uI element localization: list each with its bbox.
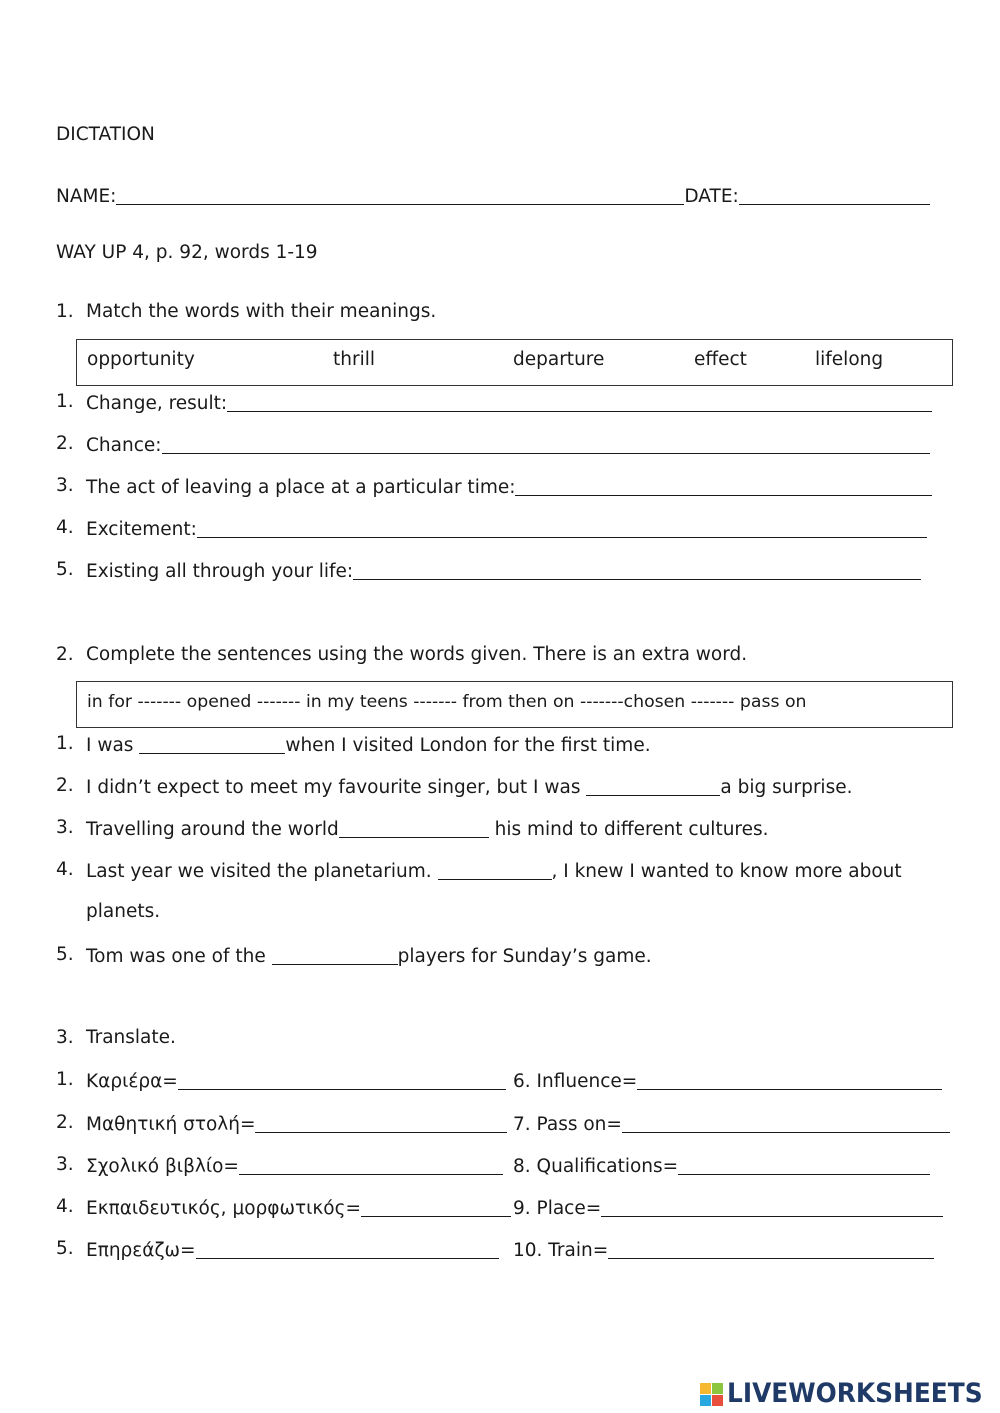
item-number: 3. xyxy=(56,475,74,496)
logo-square xyxy=(712,1383,723,1394)
word-box-text: in for ------- opened ------- in my teens ------- from then on -------chosen ------- pass on xyxy=(87,692,807,712)
item-number: 4. xyxy=(56,859,74,880)
sentence-item xyxy=(86,943,652,969)
answer-field[interactable] xyxy=(239,1156,503,1175)
answer-field[interactable] xyxy=(178,1071,506,1090)
item-number: 5. xyxy=(56,944,74,965)
translate-item xyxy=(513,1068,942,1094)
match-item xyxy=(86,516,927,542)
match-item-text: Existing all through your life: xyxy=(86,561,354,582)
item-number: 4. xyxy=(56,1196,74,1217)
translate-text: Εκπαιδευτικός, μορφωτικός= xyxy=(86,1198,361,1219)
translate-item xyxy=(86,1195,511,1221)
answer-field[interactable] xyxy=(438,861,552,880)
item-number: 1. xyxy=(56,391,74,412)
sentence-text: when I visited London for the first time. xyxy=(285,735,651,756)
translate-item xyxy=(86,1111,507,1137)
sentence-text: Last year we visited the planetarium. xyxy=(86,861,438,882)
item-number: 4. xyxy=(56,517,74,538)
section2-word-box xyxy=(76,681,953,728)
match-item-text: The act of leaving a place at a particular time: xyxy=(86,477,516,498)
translate-item xyxy=(513,1111,950,1137)
translate-text: 7. Pass on= xyxy=(513,1114,622,1135)
translate-text: 10. Train= xyxy=(513,1240,609,1261)
name-label: NAME: xyxy=(56,186,117,207)
answer-field[interactable] xyxy=(361,1198,511,1217)
item-number: 5. xyxy=(56,559,74,580)
translate-item xyxy=(513,1195,943,1221)
sentence-text: Travelling around the world xyxy=(86,819,339,840)
date-label: DATE: xyxy=(684,186,739,207)
liveworksheets-logo xyxy=(700,1378,996,1410)
translate-text: Επηρεάζω= xyxy=(86,1240,196,1261)
source-reference: WAY UP 4, p. 92, words 1-19 xyxy=(56,242,318,263)
item-number: 1. xyxy=(56,1069,74,1090)
answer-field[interactable] xyxy=(255,1114,507,1133)
answer-field[interactable] xyxy=(515,477,932,496)
translate-text: 8. Qualifications= xyxy=(513,1156,679,1177)
word-box-item: opportunity xyxy=(87,349,195,370)
answer-field[interactable] xyxy=(622,1114,950,1133)
sentence-text: , I knew I wanted to know more about xyxy=(551,861,902,882)
answer-field[interactable] xyxy=(637,1071,942,1090)
sentence-item xyxy=(86,774,852,800)
answer-field[interactable] xyxy=(227,393,932,412)
answer-field[interactable] xyxy=(272,946,398,965)
translate-text: 9. Place= xyxy=(513,1198,602,1219)
word-box-item: lifelong xyxy=(815,349,884,370)
translate-item xyxy=(86,1237,499,1263)
item-number: 3. xyxy=(56,817,74,838)
match-item-text: Chance: xyxy=(86,435,162,456)
word-box-item: effect xyxy=(694,349,747,370)
section1-instruction: Match the words with their meanings. xyxy=(86,301,437,322)
translate-text: Σχολικό βιβλίο= xyxy=(86,1156,239,1177)
answer-field[interactable] xyxy=(353,561,921,580)
section2-instruction: Complete the sentences using the words given. There is an extra word. xyxy=(86,644,748,665)
sentence-text: I didn’t expect to meet my favourite singer, but I was xyxy=(86,777,587,798)
name-row xyxy=(56,183,930,209)
item-number: 2. xyxy=(56,433,74,454)
logo-square xyxy=(700,1383,711,1394)
word-box-item: thrill xyxy=(333,349,376,370)
name-field[interactable] xyxy=(116,186,684,205)
answer-field[interactable] xyxy=(601,1198,943,1217)
sentence-item xyxy=(86,816,769,842)
translate-item xyxy=(513,1153,930,1179)
answer-field[interactable] xyxy=(339,819,489,838)
logo-square xyxy=(700,1395,711,1406)
translate-text: 6. Influence= xyxy=(513,1071,638,1092)
translate-text: Καριέρα= xyxy=(86,1071,178,1092)
date-field[interactable] xyxy=(739,186,930,205)
item-number: 2. xyxy=(56,1112,74,1133)
match-item-text: Excitement: xyxy=(86,519,197,540)
sentence-text: I was xyxy=(86,735,140,756)
logo-mark-icon xyxy=(700,1383,724,1407)
match-item xyxy=(86,474,932,500)
section1-word-box xyxy=(76,339,953,386)
item-number: 3. xyxy=(56,1154,74,1175)
translate-item xyxy=(86,1153,503,1179)
answer-field[interactable] xyxy=(678,1156,930,1175)
sentence-text: a big surprise. xyxy=(720,777,853,798)
sentence-item xyxy=(86,732,651,758)
sentence-item xyxy=(86,858,902,884)
sentence-text: Tom was one of the xyxy=(86,946,272,967)
translate-item xyxy=(86,1068,506,1094)
brand-text: LIVEWORKSHEETS xyxy=(727,1378,983,1409)
section3-instruction: Translate. xyxy=(86,1027,176,1048)
answer-field[interactable] xyxy=(586,777,720,796)
answer-field[interactable] xyxy=(139,735,285,754)
item-number: 2. xyxy=(56,775,74,796)
answer-field[interactable] xyxy=(196,1240,499,1259)
page-title: DICTATION xyxy=(56,124,155,145)
match-item-text: Change, result: xyxy=(86,393,228,414)
match-item xyxy=(86,390,932,416)
item-number: 1. xyxy=(56,733,74,754)
answer-field[interactable] xyxy=(608,1240,934,1259)
section3-number: 3. xyxy=(56,1027,74,1048)
translate-text: Μαθητική στολή= xyxy=(86,1114,256,1135)
sentence-text: his mind to different cultures. xyxy=(488,819,769,840)
translate-item xyxy=(513,1237,934,1263)
match-item xyxy=(86,432,930,458)
item-number: 5. xyxy=(56,1238,74,1259)
sentence-text: players for Sunday’s game. xyxy=(397,946,652,967)
match-item xyxy=(86,558,921,584)
word-box-item: departure xyxy=(513,349,605,370)
section1-number: 1. xyxy=(56,301,74,322)
answer-field[interactable] xyxy=(197,519,927,538)
sentence-continuation: planets. xyxy=(86,901,161,922)
section2-number: 2. xyxy=(56,644,74,665)
logo-square xyxy=(712,1395,723,1406)
answer-field[interactable] xyxy=(162,435,930,454)
